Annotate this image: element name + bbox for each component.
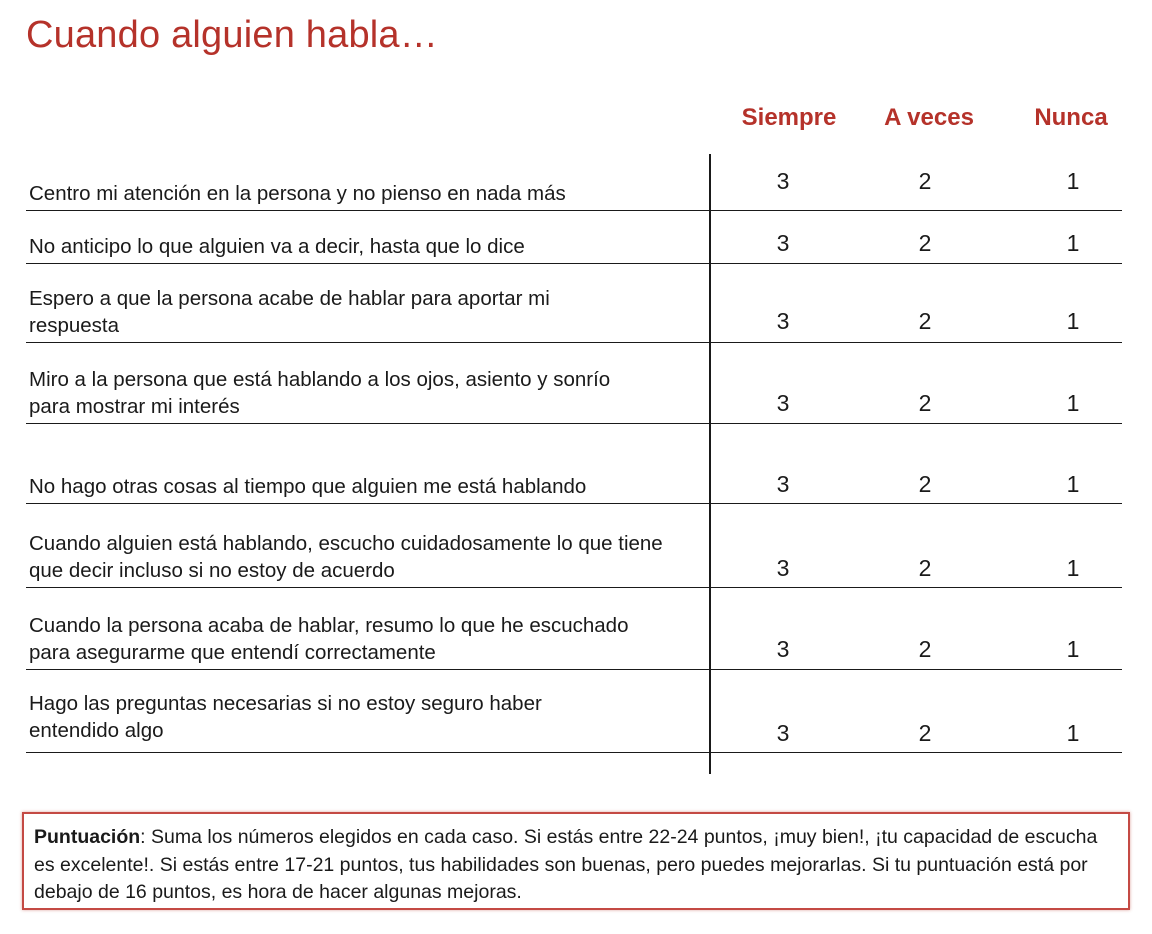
table-row bbox=[26, 264, 1122, 343]
row-statement: No anticipo lo que alguien va a decir, hasta que lo dice bbox=[29, 235, 525, 258]
score-nunca: 1 bbox=[1066, 230, 1080, 256]
score-siempre: 3 bbox=[776, 390, 790, 416]
score-a-veces: 2 bbox=[918, 168, 932, 194]
row-statement: Cuando alguien está hablando, escucho cuidadosamente lo que tiene que decir incluso si no estoy de acuerdo bbox=[29, 532, 663, 582]
scoring-label: Puntuación bbox=[34, 826, 141, 848]
table-row bbox=[26, 424, 1122, 504]
score-nunca: 1 bbox=[1066, 636, 1080, 662]
score-nunca: 1 bbox=[1066, 308, 1080, 334]
scoring-paragraph bbox=[34, 824, 1118, 907]
score-a-veces: 2 bbox=[918, 555, 932, 581]
table-row bbox=[26, 211, 1122, 264]
score-nunca: 1 bbox=[1066, 555, 1080, 581]
score-nunca: 1 bbox=[1066, 720, 1080, 746]
score-siempre: 3 bbox=[776, 555, 790, 581]
score-siempre: 3 bbox=[776, 308, 790, 334]
score-siempre: 3 bbox=[776, 168, 790, 194]
row-statement: Miro a la persona que está hablando a los ojos, asiento y sonrío para mostrar mi interés bbox=[29, 368, 611, 418]
table-row bbox=[26, 670, 1122, 753]
score-siempre: 3 bbox=[776, 230, 790, 256]
table-row bbox=[26, 588, 1122, 670]
scoring-text: : Suma los números elegidos en cada caso. Si estás entre 22-24 puntos, ¡muy bien!, ¡tu capacidad de escucha es excelente!. Si estás entre 17-21 puntos, tus habilidades son buenas, pero puedes mejorarlas. Si tu puntuación está por debajo de 16 puntos, es hora de hacer algunas mejoras. bbox=[34, 826, 1098, 903]
score-a-veces: 2 bbox=[918, 636, 932, 662]
column-header-a-veces: A veces bbox=[884, 104, 974, 131]
table-row bbox=[26, 504, 1122, 588]
score-siempre: 3 bbox=[776, 471, 790, 497]
score-a-veces: 2 bbox=[918, 230, 932, 256]
score-siempre: 3 bbox=[776, 636, 790, 662]
column-header-nunca: Nunca bbox=[1034, 104, 1108, 131]
row-statement: No hago otras cosas al tiempo que alguien me está hablando bbox=[29, 475, 587, 498]
page-title: Cuando alguien habla… bbox=[26, 14, 438, 56]
table-row bbox=[26, 343, 1122, 424]
score-a-veces: 2 bbox=[918, 720, 932, 746]
row-statement: Hago las preguntas necesarias si no estoy seguro haber entendido algo bbox=[29, 692, 542, 742]
score-a-veces: 2 bbox=[918, 471, 932, 497]
row-statement: Espero a que la persona acabe de hablar para aportar mi respuesta bbox=[29, 287, 550, 337]
column-header-siempre: Siempre bbox=[741, 104, 837, 131]
score-nunca: 1 bbox=[1066, 390, 1080, 416]
scoring-box bbox=[22, 812, 1130, 910]
score-a-veces: 2 bbox=[918, 390, 932, 416]
score-siempre: 3 bbox=[776, 720, 790, 746]
table-row bbox=[26, 154, 1122, 211]
score-nunca: 1 bbox=[1066, 168, 1080, 194]
row-statement: Cuando la persona acaba de hablar, resumo lo que he escuchado para asegurarme que entendí correctamente bbox=[29, 614, 629, 664]
row-statement: Centro mi atención en la persona y no pienso en nada más bbox=[29, 182, 566, 205]
score-a-veces: 2 bbox=[918, 308, 932, 334]
score-nunca: 1 bbox=[1066, 471, 1080, 497]
